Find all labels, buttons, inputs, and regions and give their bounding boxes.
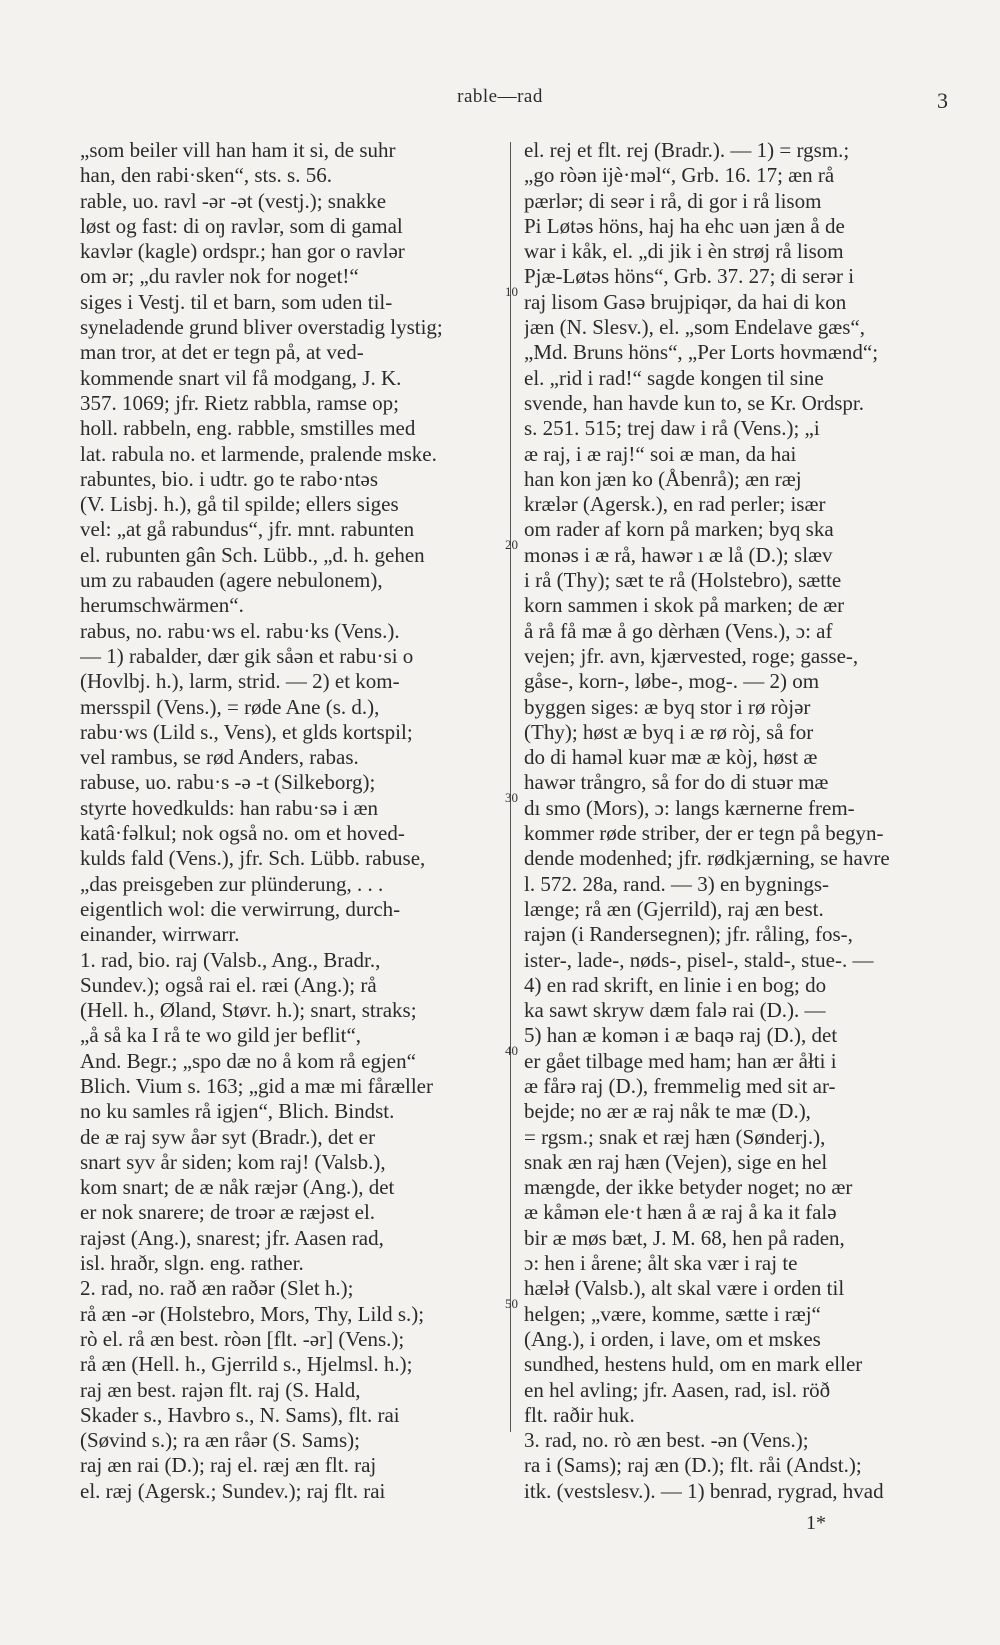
text-line: gåse-, korn-, løbe-, mog-. — 2) om [524,669,820,694]
text-line: 5) han æ komən i æ baqə raj (D.), det [524,1023,838,1048]
text-line: itk. (vestslesv.). — 1) benrad, rygrad, hvad [524,1478,884,1503]
text-line: rable, uo. ravl -ər -ət (vestj.); snakke [80,188,387,213]
text-line: han, den rabi·sken“, sts. s. 56. [80,163,332,188]
running-head: rable—rad [457,86,543,107]
text-line: vel rambus, se rød Anders, rabas. [80,745,359,770]
text-line: katâ·fəlkul; nok også no. om et hoved- [80,821,405,846]
column-divider [510,142,511,1432]
text-line: rabus, no. rabu·ws el. rabu·ks (Vens.). [80,618,400,643]
text-line: å rå få mæ å go dèrhæn (Vens.), ɔ: af [524,618,833,643]
text-line: (V. Lisbj. h.), gå til spilde; ellers siges [80,492,399,517]
text-line: styrte hovedkulds: han rabu·sə i æn [80,795,379,820]
text-line: ra i (Sams); raj æn (D.); flt. råi (Andst.); [524,1453,862,1478]
text-line: raj lisom Gasə brujpiqər, da hai di kon [524,289,847,314]
text-line: Skader s., Havbro s., N. Sams), flt. rai [80,1402,400,1427]
text-line: rabuse, uo. rabu·s -ə -t (Silkeborg); [80,770,376,795]
text-line: længe; rå æn (Gjerrild), raj æn best. [524,896,824,921]
text-line: raj æn best. rajən flt. raj (S. Hald, [80,1377,361,1402]
text-line: 357. 1069; jfr. Rietz rabbla, ramse op; [80,390,400,415]
text-line: svende, han havde kun to, se Kr. Ordspr. [524,390,865,415]
text-line: ister-, lade-, nøds-, pisel-, stald-, stue-. — [524,947,874,972]
line-number: 20 [505,537,518,552]
text-line: sundhed, hestens huld, om en mark eller [524,1352,863,1377]
left-column [80,138,498,1504]
text-line: Pjæ-Løtəs höns“, Grb. 37. 27; di serər i [524,264,855,289]
line-number: 40 [505,1043,518,1058]
text-line: „go ròən ijè·məl“, Grb. 16. 17; æn rå [524,163,835,188]
text-line: isl. hraðr, slgn. eng. rather. [80,1251,304,1276]
text-line: (Thy); høst æ byq i æ rø ròj, så for [524,719,814,744]
text-line: pærlər; di seər i rå, di gor i rå lisom [524,188,822,213]
text-line: 1. rad, bio. raj (Valsb., Ang., Bradr., [80,947,381,972]
text-line: rabuntes, bio. i udtr. go te rabo·ntəs [80,466,379,491]
text-line: rå æn (Hell. h., Gjerrild s., Hjelmsl. h.); [80,1352,413,1377]
text-line: rò el. rå æn best. ròən [flt. -ər] (Vens.); [80,1326,405,1351]
text-line: man tror, at det er tegn på, at ved- [80,340,364,365]
text-line: = rgsm.; snak et ræj hæn (Sønderj.), [524,1124,826,1149]
text-line: i rå (Thy); sæt te rå (Holstebro), sætte [524,568,842,593]
text-line: byggen siges: æ byq stor i rø ròjər [524,694,811,719]
text-line: l. 572. 28a, rand. — 3) en bygnings- [524,871,830,896]
text-line: æ raj, i æ raj!“ soi æ man, da hai [524,441,797,466]
text-line: (Ang.), i orden, i lave, om et mskes [524,1326,821,1351]
text-line: korn sammen i skok på marken; de ær [524,593,845,618]
text-line: do di haməl kuər mæ æ kòj, høst æ [524,745,818,770]
text-line: æ kåmən ele·t hæn å æ raj å ka it falə [524,1200,837,1225]
text-line: Sundev.); også rai el. ræi (Ang.); rå [80,972,377,997]
text-line: ka sawt skryw dæm falə rai (D.). — [524,998,826,1023]
text-line: rabu·ws (Lild s., Vens), et glds kortspil; [80,719,413,744]
text-line: „das preisgeben zur plünderung, . . . [80,871,384,896]
text-line: hæləł (Valsb.), alt skal være i orden til [524,1276,845,1301]
text-line: om rader af korn på marken; byq ska [524,517,834,542]
text-line: herumschwärmen“. [80,593,244,618]
text-line: „Md. Bruns höns“, „Per Lorts hovmænd“; [524,340,879,365]
text-line: om ər; „du ravler nok for noget!“ [80,264,359,289]
text-line: rajəst (Ang.), snarest; jfr. Aasen rad, [80,1225,384,1250]
text-line: kulds fald (Vens.), jfr. Sch. Lübb. rabuse, [80,846,426,871]
text-line: rå æn -ər (Holstebro, Mors, Thy, Lild s.); [80,1301,425,1326]
text-line: hawər trångro, så for do di stuər mæ [524,770,829,795]
text-line: kommer røde striber, der er tegn på begyn- [524,821,884,846]
text-line: lat. rabula no. et larmende, pralende mske. [80,441,437,466]
text-line: ɔ: hen i årene; ålt ska vær i raj te [524,1251,798,1276]
text-line: rajən (i Randersegnen); jfr. råling, fos-, [524,922,853,947]
text-line: war i kåk, el. „di jik i èn strøj rå lisom [524,239,844,264]
text-line: bejde; no ær æ raj nåk te mæ (D.), [524,1099,811,1124]
text-line: mængde, der ikke betyder noget; no ær [524,1175,853,1200]
text-line: jæn (N. Slesv.), el. „som Endelave gæs“, [524,315,865,340]
text-line: er nok snarere; de troər æ ræjəst el. [80,1200,376,1225]
page-number: 3 [937,88,948,113]
text-line: er gået tilbage med ham; han ær åłti i [524,1048,837,1073]
text-line: dı smo (Mors), ɔ: langs kærnerne frem- [524,795,855,820]
text-line: um zu rabauden (agere nebulonem), [80,568,383,593]
text-line: løst og fast: di oŋ ravlər, som di gamal [80,213,403,238]
text-line: 3. rad, no. rò æn best. -ən (Vens.); [524,1428,809,1453]
text-line: vel: „at gå rabundus“, jfr. mnt. rabunten [80,517,415,542]
text-line: dende modenhed; jfr. rødkjærning, se havre [524,846,890,871]
printer-signature: 1* [806,1512,826,1534]
text-line: 4) en rad skrift, en linie i en bog; do [524,972,827,997]
text-line: (Søvind s.); ra æn råər (S. Sams); [80,1428,360,1453]
text-line: vejen; jfr. avn, kjærvested, roge; gasse-, [524,643,859,668]
text-line: æ fårə raj (D.), fremmelig med sit ar- [524,1073,836,1098]
text-line: 2. rad, no. rað æn raðər (Slet h.); [80,1276,354,1301]
text-line: krælər (Agersk.), en rad perler; især [524,492,826,517]
text-line: el. „rid i rad!“ sagde kongen til sine [524,365,824,390]
text-line: helgen; „være, komme, sætte i ræj“ [524,1301,821,1326]
text-line: Blich. Vium s. 163; „gid a mæ mi fåræller [80,1073,433,1098]
text-line: en hel avling; jfr. Aasen, rad, isl. röð [524,1377,831,1402]
line-number: 10 [505,284,518,299]
text-line: kom snart; de æ nåk ræjər (Ang.), det [80,1175,395,1200]
right-column [524,138,954,1504]
text-line: mersspil (Vens.), = røde Ane (s. d.), [80,694,380,719]
text-line: snart syv år siden; kom raj! (Valsb.), [80,1149,386,1174]
text-line: siges i Vestj. til et barn, som uden til- [80,289,393,314]
text-line: einander, wirrwarr. [80,922,240,947]
text-line: — 1) rabalder, dær gik såən et rabu·si o [80,643,414,668]
text-line: s. 251. 515; trej daw i rå (Vens.); „i [524,416,820,441]
line-number: 50 [505,1296,518,1311]
text-line: el. ræj (Agersk.; Sundev.); raj flt. rai [80,1478,386,1503]
text-line: (Hovlbj. h.), larm, strid. — 2) et kom- [80,669,400,694]
text-line: eigentlich wol: die verwirrung, durch- [80,896,401,921]
text-line: el. rubunten gân Sch. Lübb., „d. h. gehen [80,542,425,567]
line-number: 30 [505,790,518,805]
text-line: de æ raj syw åər syt (Bradr.), det er [80,1124,376,1149]
text-line: kavlər (kagle) ordspr.; han gor o ravlər [80,239,405,264]
text-line: no ku samles rå igjen“, Blich. Bindst. [80,1099,395,1124]
text-line: „som beiler vill han ham it si, de suhr [80,138,396,162]
text-line: „å så ka I rå te wo gild jer beflit“, [80,1023,362,1048]
text-line: holl. rabbeln, eng. rabble, smstilles med [80,416,416,441]
text-line: bir æ møs bæt, J. M. 68, hen på raden, [524,1225,845,1250]
text-line: han kon jæn ko (Åbenrå); æn ræj [524,466,802,491]
text-line: (Hell. h., Øland, Støvr. h.); snart, straks; [80,998,417,1023]
text-line: Pi Løtəs höns, haj ha ehc uən jæn å de [524,213,845,238]
text-line: And. Begr.; „spo dæ no å kom rå egjen“ [80,1048,416,1073]
text-line: raj æn rai (D.); raj el. ræj æn flt. raj [80,1453,377,1478]
text-line: snak æn raj hæn (Vejen), sige en hel [524,1149,828,1174]
text-line: flt. raðir huk. [524,1402,635,1427]
text-line: el. rej et flt. rej (Bradr.). — 1) = rgsm.; [524,138,850,162]
text-line: monəs i æ rå, hawər ı æ lå (D.); slæv [524,542,833,567]
text-line: syneladende grund bliver overstadig lystig; [80,315,443,340]
text-line: kommende snart vil få modgang, J. K. [80,365,402,390]
